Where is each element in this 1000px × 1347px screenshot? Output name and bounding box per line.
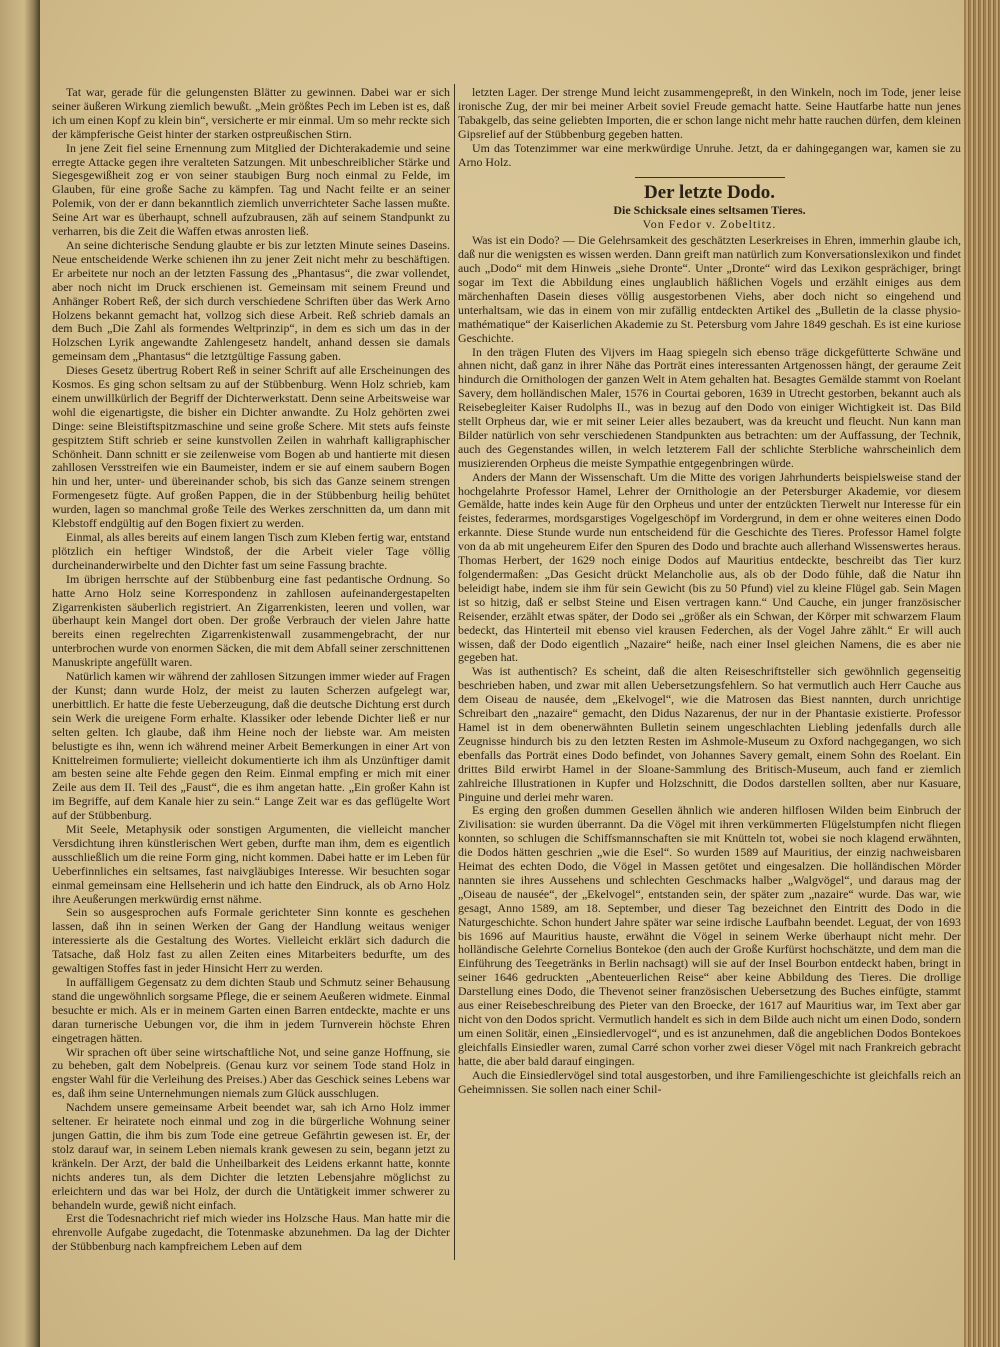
paragraph: Dieses Gesetz übertrug Robert Reß in seiner Schrift auf alle Erscheinungen des Kosmos. Es ging schon seltsam zu auf der Stübbenburg. Wenn Holz schrieb, kam einem unwillkürlich der Begriff der Dichterwerkstatt. Denn seine Arbeitsweise war wohl die eigenartigste, die bisher ein Dichter anwandte. Zu Holz gehörten zwei Dinge: seine Bleistiftspitzmaschine und seine große Schere. Mit stets aufs feinste gespitztem Stift schrieb er seine kunstvollen Zeilen in wahrhaft kalligraphischer Schönheit. Dann schnitt er sie zeilenweise vom Bogen ab und hantierte mit diesen zahllosen Versstreifen wie ein Baumeister, indem er sie auf einem saubern Bogen hin und her, unter- und übereinander schob, bis sich das Ganze seinem strengen Formengesetz fügte. Auf großen Pappen, die in der Stübbenburg heilig behütet wurden, lagen so manchmal große Teile des Werkes zerschnitten da, um dann mit Klebstoff endgültig auf den Bogen fixiert zu werden. <box>52 363 450 531</box>
left-column <box>52 86 450 1254</box>
section-rule <box>635 177 785 178</box>
article-subtitle: Die Schicksale eines seltsamen Tieres. <box>613 203 806 218</box>
paragraph: Einmal, als alles bereits auf einem langen Tisch zum Kleben fertig war, entstand plötzlich ein heftiger Windstoß, der die Arbeit vieler Tage völlig durcheinanderwirbelte und den Dichter fast um seine Fassung brachte. <box>52 530 450 572</box>
paragraph: In jene Zeit fiel seine Ernennung zum Mitglied der Dichterakademie und seine erregte Attacke gegen ihre veralteten Satzungen. Mit unbeschreiblicher Stärke und Siegesgewißheit zog er von seiner staubigen Burg noch einmal zu Felde, im Glauben, für eine große Sache zu kämpfen. Tag und Nacht feilte er an seiner Polemik, von der er dann bekanntlich ziemlich unverrichteter Sache lassen mußte. Seine Art war es überhaupt, schnell aufzubrausen, zäh auf seinem Standpunkt zu verharren, bis die Zeit die Waffen etwas anrosten ließ. <box>52 140 450 239</box>
paragraph: Natürlich kamen wir während der zahllosen Sitzungen immer wieder auf Fragen der Kunst; dann wurde Holz, der meist zu lauten Scherzen aufgelegt war, unerbittlich. Er hatte die feste Ueberzeugung, daß die deutsche Dichtung erst durch sein Werk die ureigene Form erhalte. Klassiker oder lebende Dichter ließ er nur selten gelten. Ich glaube, daß ihm Heine noch der liebste war. Am meisten belustigte es ihn, wenn ich während meiner Arbeit Bemerkungen in einer Art von Knittelreimen formulierte; vielleicht dokumentierte ich ihm als Unzünftiger damit am besten seine alte Fehde gegen den Reim. Einmal empfing er mich mit einer Zeile aus dem II. Teil des „Faust“, die es ihm angetan hatte. „Ein großer Kahn ist im Begriffe, auf dem Kanale hier zu sein.“ Lange Zeit war es das geflügelte Wort auf der Stübbenburg. <box>52 669 450 823</box>
page-stack-edge <box>964 0 1000 1347</box>
paragraph: Nachdem unsere gemeinsame Arbeit beendet war, sah ich Arno Holz immer seltener. Er heiratete noch einmal und zog in die bürgerliche Wohnung seiner jungen Gattin, die ihm bis zum Tode eine getreue Gefährtin gewesen ist. Er, der stolz darauf war, in seinem Leben niemals krank gewesen zu sein, begann jetzt zu kränkeln. Der Arzt, der bald die Unheilbarkeit des Leidens erkannt hatte, konnte nichts anderes tun, als dem Dichter die letzten Lebensjahre möglichst zu erleichtern und das war bei Holz, der durch die Untätigkeit immer schwerer zu behandeln wurde, gewiß nicht einfach. <box>52 1100 450 1212</box>
paragraph: Anders der Mann der Wissenschaft. Um die Mitte des vorigen Jahrhunderts beispielsweise stand der hochgelahrte Professor Hamel, Lehrer der Ornithologie an der Petersburger Akademie, vor diesem Gemälde, hatte indes kein Auge für den Orpheus und unter der entzückten Tierwelt nur Interesse für ein feistes, federarmes, mordsgarstiges Vogelgeschöpf im Vordergrund, in dem er ohne weiteres einen Dodo erkannte. Diese Stunde wurde nun entscheidend für die Geschichte des Tieres. Professor Hamel folgte von da ab mit ungeheurem Eifer den Spuren des Dodo und brachte auch allerhand Wissenswertes heraus. Thomas Herbert, der 1629 noch einige Dodos auf Mauritius entdeckte, beschreibt das Tier kurz folgendermaßen: „Das Gesicht drückt Melancholie aus, als ob der Dodo fühle, daß die Natur ihn beleidigt habe, indem sie ihm für sein Gewicht (bis zu 50 Pfund) viel zu kleine Flügel gab. Sein Magen ist so hitzig, daß er selbst Steine und Eisen vertragen kann.“ Und Cauche, ein junger französischer Reisender, erzählt etwas später, der Dodo sei „größer als ein Schwan, der Körper mit schwarzem Flaum bedeckt, das Hinterteil mit ebenso viel krausen Federchen, als der Vogel Jahre zählt.“ Er will auch wissen, daß der Dodo eigentlich „Nazaire“ heiße, nach einer Insel gleichen Namens, die es aber nie gegeben hat. <box>458 469 961 665</box>
paragraph: Wir sprachen oft über seine wirtschaftliche Not, und seine ganze Hoffnung, sie zu beheben, galt dem Nobelpreis. (Genau kurz vor seinem Tode stand Holz in engster Wahl für die Verleihung des Preises.) Aber das Geschick seines Lebens war es, daß ihm seine Unternehmungen niemals zum Glück ausschlugen. <box>52 1044 450 1101</box>
paragraph: Es erging den großen dummen Gesellen ähnlich wie anderen hilflosen Wilden beim Einbruch der Zivilisation: sie wurden überrannt. Da die Vögel mit ihren verkümmerten Flügelstumpfen nicht fliegen konnten, so schlugen die Schiffsmannschaften sie mit Knütteln tot, wobei sie noch klagend erwähnten, die Dodos hätten geschrien „wie die Esel“. So wurden 1589 auf Mauritius, der einzig nachweisbaren Heimat des echten Dodo, die Vögel in Massen getötet und eingesalzen. Die holländischen Mörder nannten sie ihres Aussehens und schlechten Geschmacks halber „Walgvögel“, und daraus mag der „Oiseau de nausée“, der „Ekelvogel“, entstanden sein, der später zum „nazaire“ wurde. Das war, wie gesagt, Anno 1589, am 18. September, und dieser Tag bezeichnet den Eintritt des Dodo in die Naturgeschichte. Schon hundert Jahre später war seine irdische Laufbahn beendet. Leguat, der von 1693 bis 1696 auf Mauritius hauste, erwähnt die Vögel in seinem Werke überhaupt nicht mehr. Der holländische Gelehrte Cornelius Bontekoe (den auch der Große Kurfürst hochschätzte, und dem man die Einführung des Teegetränks in Berlin nachsagt) will sie auf der Insel Bourbon entdeckt haben, bringt in seiner 1646 gedruckten „Abenteuerlichen Reise“ aber keine Abbildung des Tieres. Die drollige Darstellung eines Dodo, die Thevenot seiner französischen Uebersetzung des Buches einfügte, stammt aus einer Reisebeschreibung des Pieter van den Broecke, der 1617 auf Mauritius war, im Text aber gar nicht von den Dodos spricht. Vermutlich handelt es sich in dem Bilde auch nicht um einen Dodo, sondern um einen Solitär, einen „Einsiedlervogel“, und es ist anzunehmen, daß die angeblichen Dodos Bontekoes gleichfalls Einsiedler waren, zumal Carré schon vorher zwei dieser Vögel mit nach Frankreich gebracht hatte, die aber bald darauf eingingen. <box>458 803 961 1068</box>
intro-paragraphs <box>458 86 961 169</box>
paragraph: Tat war, gerade für die gelungensten Blätter zu gewinnen. Dabei war er sich seiner äußeren Wirkung ziemlich bewußt. „Mein größtes Pech im Leben ist es, daß ich um einen Kopf zu klein bin“, versicherte er mir einmal. Um so mehr reckte sich der kämpferische Geist hinter der starken ostpreußischen Stirn. <box>52 85 450 141</box>
paragraph: An seine dichterische Sendung glaubte er bis zur letzten Minute seines Daseins. Neue entscheidende Werke schienen ihn zu jener Zeit nicht mehr zu beschäftigen. Er arbeitete nur noch an der letzten Fassung des „Phantasus“, die zwar vollendet, aber noch nicht im Druck erschienen ist. Gemeinsam mit seinem Freund und Anhänger Robert Reß, der sich durch verschiedene Schriften über das Werk Arno Holzens bekannt gemacht hat, vollzog sich diese Arbeit. Reß schrieb damals an dem Buch „Die Zahl als formendes Weltprinzip“, in dem es sich um das in der Holzschen Lyrik angewandte Zahlengesetz handelt, anhand dessen sie damals gemeinsam dem „Phantasus“ die letztgültige Fassung gaben. <box>52 237 450 364</box>
paragraph: Sein so ausgesprochen aufs Formale gerichteter Sinn konnte es geschehen lassen, daß ihn in seinen Werken der Gang der Handlung weitaus weniger interessierte als die Gestaltung des Wortes. Vielleicht erklärt sich dadurch die Tatsache, daß Holz fast zu allen Zeiten eines Mitarbeiters bedurfte, um des gewaltigen Stoffes fast in jeder Hinsicht Herr zu werden. <box>52 905 450 976</box>
article-byline: Von Fedor v. Zobeltitz. <box>642 217 777 232</box>
column-divider <box>454 84 455 1260</box>
paragraph: In auffälligem Gegensatz zu dem dichten Staub und Schmutz seiner Behausung stand die ungewöhnlich sorgsame Pflege, die er seinem Aeußeren widmete. Einmal besuchte er mich. Als er in meinem Garten einen Barren entdeckte, machte er uns daran turnerische Uebungen vor, die ihm in jedem Turnverein höchste Ehren eingetragen hätten. <box>52 975 450 1045</box>
right-column <box>458 86 961 1096</box>
article-body <box>458 234 961 1096</box>
paragraph: In den trägen Fluten des Vijvers im Haag spiegeln sich ebenso träge dickgefütterte Schwäne und ahnen nicht, daß ganz in ihrer Nähe das Porträt eines interessanten Artgenossen hängt, der geraume Zeit hindurch die Ornithologen der ganzen Welt in Atem gehalten hat. Besagtes Gemälde stammt von Roelant Savery, dem holländischen Maler, 1576 in Courtai geboren, 1639 in Utrecht gestorben, bekannt auch als Reisebegleiter Kaiser Rudolphs II., was in bezug auf den Dodo von einiger Wichtigkeit ist. Das Bild stellt Orpheus dar, wie er mit seiner Leier alles bezaubert, was da kreucht und fleucht. Nun kann man Bilder natürlich von sehr verschiedenen Standpunkten aus betrachten: um der Auffassung, der Technik, auch des Gegenstandes willen, in welch letzterem Fall der schlichte Sterbliche wahrscheinlich dem musizierenden Orpheus die meiste Sympathie entgegenbringen würde. <box>458 344 961 470</box>
paragraph: Im übrigen herrschte auf der Stübbenburg eine fast pedantische Ordnung. So hatte Arno Holz seine Korrespondenz in zahllosen aufeinandergestapelten Zigarrenkisten säuberlich registriert. An Zigarrenkisten, leeren und vollen, war überhaupt kein Mangel dort oben. Der große Verbrauch der vielen Jahre hatte bereits einen regelrechten Zigarrenkistenwall zusammengebracht, der nur unterbrochen wurde von enormen Säcken, die mit dem Abfall seiner zerschnittenen Manuskripte angefüllt waren. <box>52 571 450 670</box>
paragraph: Mit Seele, Metaphysik oder sonstigen Argumenten, die vielleicht mancher Versdichtung ihren künstlerischen Wert geben, durfte man ihm, dem es eigentlich ausschließlich um die reine Form ging, nicht kommen. Dabei hatte er im Leben für Ueberfinnliches ein seltsames, fast naivgläubiges Interesse. Wir besuchten sogar einmal gemeinsam eine Hellseherin und ich hatte den Eindruck, als ob Arno Holz ihre Aeußerungen merkwürdig ernst nähme. <box>52 822 450 906</box>
paragraph: Auch die Einsiedlervögel sind total ausgestorben, und ihre Familiengeschichte ist gleichfalls reich an Geheimnissen. Sie sollen nach einer Schil- <box>458 1067 961 1096</box>
book-binding-gutter <box>0 0 40 1347</box>
article-title: Der letzte Dodo. <box>643 182 775 204</box>
paragraph: Um das Totenzimmer war eine merkwürdige Unruhe. Jetzt, da er dahingegangen war, kamen sie zu Arno Holz. <box>458 140 961 169</box>
paragraph: Was ist authentisch? Es scheint, daß die alten Reiseschriftsteller sich gewöhnlich gegenseitig beschrieben haben, und zwar mit allen Uebersetzungsfehlern. So hat vermutlich auch Herr Cauche aus dem Oiseau de nausée, dem „Ekelvogel“, wie die Matrosen das Biest nannten, durch unrichtige Schreibart den „nazaire“ gemacht, den Didus Nazarenus, der nur in der Phantasie existierte. Professor Hamel ist in dem obenerwähnten Bulletin seinem ungeschlachten Liebling jedenfalls durch alle Zeugnisse hindurch bis zu den letzten Resten im Ashmole-Museum zu Oxford nachgegangen, wo sich ebenfalls das Porträt eines Dodo befindet, von Johannes Savery gemalt, einem Sohn des Roelant. Ein drittes Bild erwirbt Hamel in der Sloane-Sammlung des Britisch-Museum, auch fand er ziemlich zahlreiche Illustrationen in Kupfer und Holzschnitt, die Dodos darstellen sollten, aber nur Kasuare, Pinguine und derlei mehr waren. <box>458 664 961 804</box>
paragraph: Erst die Todesnachricht rief mich wieder ins Holzsche Haus. Man hatte mir die ehrenvolle Aufgabe zugedacht, die Totenmaske abzunehmen. Da lag der Dichter der Stübbenburg nach kampfreichem Leben auf dem <box>52 1211 450 1254</box>
paragraph: Was ist ein Dodo? — Die Gelehrsamkeit des geschätzten Leserkreises in Ehren, immerhin glaube ich, daß nur die wenigsten es wissen werden. Dann greift man natürlich zum Konversationslexikon und findet auch „Dodo“ mit dem Hinweis „siehe Dronte“. Unter „Dronte“ wird das Lexikon gesprächiger, bringt sogar im Text die Abbildung eines unglaublich häßlichen Vogels und erzählt einiges aus dem märchenhaften Dasein dieses völlig ausgestorbenen Viehs, aber doch nicht so eingehend und unterhaltsam, wie das in einem von mir zufällig entdeckten Artikel des „Bulletin de la classe physio-mathématique“ der Kaiserlichen Akademie zu St. Petersburg vom Jahre 1849 geschah. Es ist eine kuriose Geschichte. <box>458 233 961 345</box>
paragraph: letzten Lager. Der strenge Mund leicht zusammengepreßt, in den Winkeln, noch im Tode, jener leise ironische Zug, der mir bei meiner Arbeit soviel Freude gemacht hatte. Seine Hautfarbe hatte nun jenes Tabakgelb, das seine geliebten Importen, die er schon lange nicht mehr hatte rauchen dürfen, dem kleinen Gipsrelief auf der Stübbenburg gegeben hatten. <box>458 85 962 141</box>
